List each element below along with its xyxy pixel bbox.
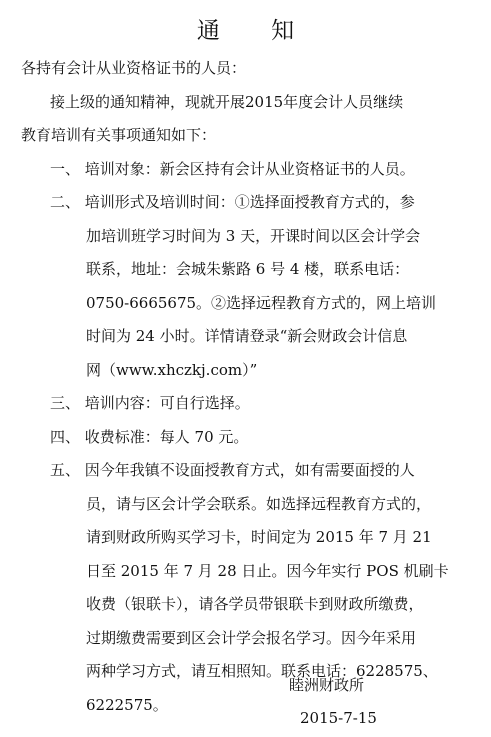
item-2-line-1: 二、 培训形式及培训时间：①选择面授教育方式的，参 [50, 193, 415, 211]
item-2-line-3: 联系，地址：会城朱紫路 6 号 4 楼，联系电话： [86, 260, 410, 278]
item-1-line-1: 一、 培训对象：新会区持有会计从业资格证书的人员。 [50, 160, 415, 178]
item-4-line-1: 四、 收费标准：每人 70 元。 [50, 428, 249, 446]
notice-title: 通 知 [196, 18, 317, 44]
item-5-line-6: 过期缴费需要到区会计学会报名学习。因今年采用 [86, 629, 417, 647]
item-3-line-1: 三、 培训内容：可自行选择。 [50, 394, 250, 412]
item-2-line-4: 0750-6665675。②选择远程教育方式的，网上培训 [86, 294, 437, 312]
intro-line-1: 接上级的通知精神，现就开展2015年度会计人员继续 [50, 93, 404, 111]
item-5-line-3: 请到财政所购买学习卡，时间定为 2015 年 7 月 21 [86, 528, 432, 546]
item-5-line-2: 员，请与区会计学会联系。如选择远程教育方式的， [86, 495, 432, 513]
item-5-line-1: 五、 因今年我镇不设面授教育方式，如有需要面授的人 [50, 461, 415, 479]
signature-org: 睦洲财政所 [289, 676, 365, 694]
item-2-line-5: 时间为 24 小时。详情请登录“新会财政会计信息 [86, 327, 408, 345]
item-5-line-8: 6222575。 [86, 696, 168, 714]
item-5-line-5: 收费（银联卡），请各学员带银联卡到财政所缴费， [86, 595, 424, 613]
item-5-line-7: 两种学习方式，请互相照知。联系电话：6228575、 [86, 662, 438, 680]
signature-date: 2015-7-15 [300, 709, 377, 727]
item-2-line-6: 网（www.xhczkj.com）” [86, 361, 258, 379]
item-2-line-2: 加培训班学习时间为 3 天，开课时间以区会计学会 [86, 227, 421, 245]
intro-line-2: 教育培训有关事项通知如下： [21, 126, 217, 144]
item-5-line-4: 日至 2015 年 7 月 28 日止。因今年实行 POS 机刷卡 [86, 562, 449, 580]
salutation: 各持有会计从业资格证书的人员： [21, 59, 247, 77]
